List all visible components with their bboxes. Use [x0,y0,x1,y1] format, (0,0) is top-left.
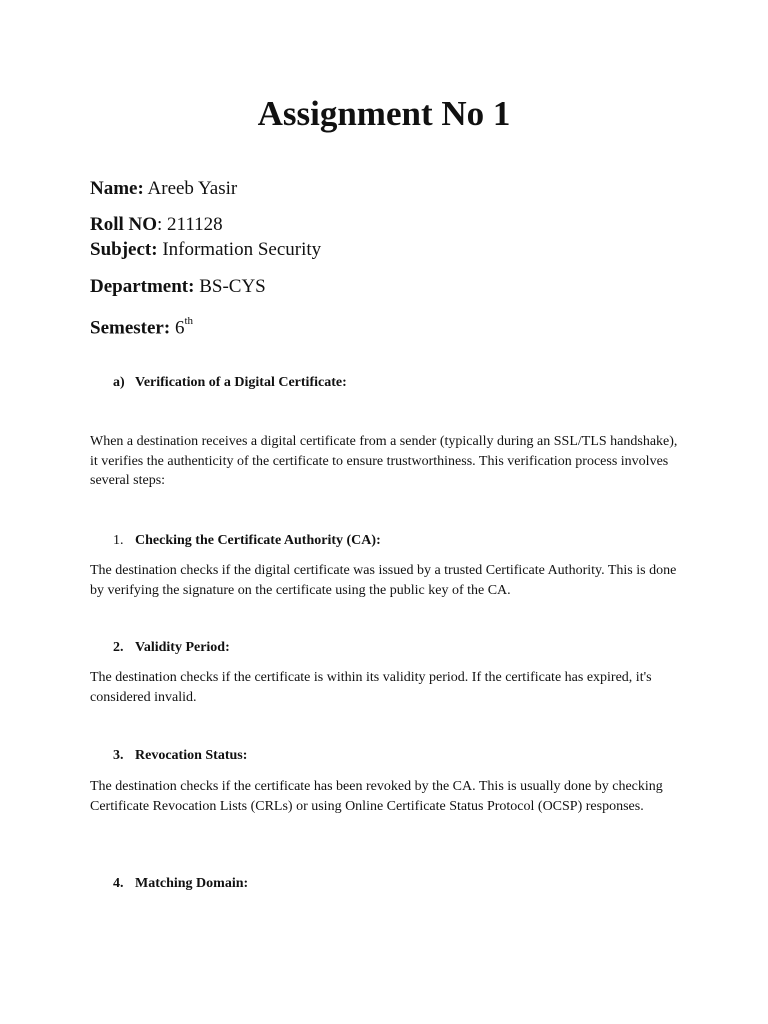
step-2-marker: 2. [113,640,124,655]
step-2-text: The destination checks if the certificate is within its validity period. If the certificate has expired, it's considered invalid. [90,670,652,705]
department-value: BS-CYS [194,276,266,297]
subject-line [90,238,321,262]
step-1-heading [113,532,381,550]
roll-line [90,213,223,237]
page-title: Assignment No 1 [257,94,511,133]
step-1-marker: 1. [113,533,124,548]
department-line [90,275,266,299]
section-a-marker: a) [113,375,125,390]
step-3-marker: 3. [113,748,124,763]
subject-label: Subject: [90,239,158,260]
semester-superscript: th [184,315,193,327]
step-4-title: Matching Domain: [135,876,249,891]
step-2-title: Validity Period: [135,640,230,655]
step-2-heading [113,639,230,657]
section-a-intro: When a destination receives a digital certificate from a sender (typically during an SSL/TLS handshake), it verifies the authenticity of the certificate to ensure trustworthiness. This verification process involves several steps: [90,434,678,488]
roll-label: Roll NO [90,214,158,235]
step-3-title: Revocation Status: [135,748,248,763]
section-a-heading [113,374,347,392]
step-3-heading [113,747,247,765]
step-4-heading [113,875,248,893]
section-a-title: Verification of a Digital Certificate: [135,375,347,390]
roll-value: : 211128 [157,214,223,235]
subject-value: Information Security [157,239,322,260]
department-label: Department: [90,276,195,297]
step-4-marker: 4. [113,876,124,891]
semester-line [90,311,193,340]
semester-label: Semester: [90,317,171,339]
name-value: Areeb Yasir [143,178,238,199]
step-3-text: The destination checks if the certificate has been revoked by the CA. This is usually done by checking Certificate Revocation Lists (CRLs) or using Online Certificate Status Protocol (OCSP) responses. [90,779,663,814]
semester-value: 6 [170,317,185,339]
step-1-text: The destination checks if the digital certificate was issued by a trusted Certificate Authority. This is done by verifying the signature on the certificate using the public key of the CA. [90,563,677,598]
name-line [90,177,237,201]
step-1-title: Checking the Certificate Authority (CA): [135,533,381,548]
name-label: Name: [90,178,144,199]
